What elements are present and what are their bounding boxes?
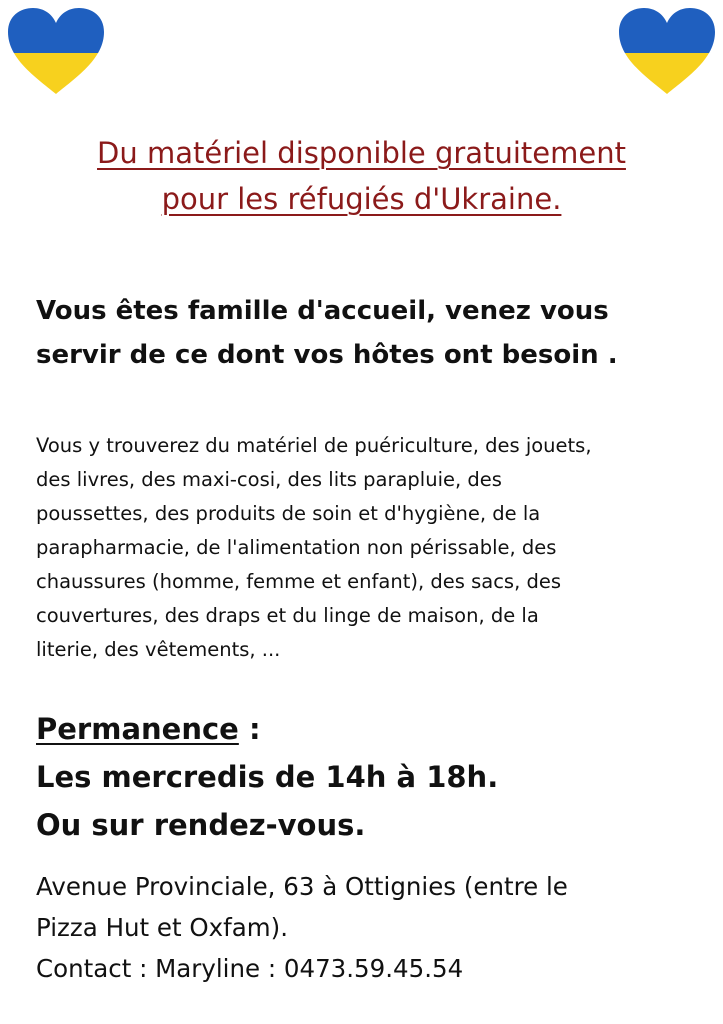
- ukraine-heart-icon: [6, 6, 106, 96]
- ukraine-heart-icon: [617, 6, 717, 96]
- page-title: [0, 130, 723, 222]
- details-line: Vous y trouverez du matériel de puériculture, des jouets,: [36, 434, 592, 457]
- details-line: couvertures, des draps et du linge de maison, de la: [36, 604, 539, 627]
- details-line: chaussures (homme, femme et enfant), des sacs, des: [36, 570, 562, 593]
- address-line-2: Pizza Hut et Oxfam).: [36, 913, 289, 942]
- intro-text: [36, 289, 696, 377]
- permanence-schedule: Les mercredis de 14h à 18h.: [36, 760, 499, 794]
- title-line-2: pour les réfugiés d'Ukraine.: [161, 182, 562, 216]
- intro-line-1: Vous êtes famille d'accueil, venez vous: [36, 296, 609, 326]
- title-line-1: Du matériel disponible gratuitement: [97, 136, 626, 170]
- permanence-colon: :: [238, 712, 261, 746]
- permanence-label: Permanence: [36, 712, 239, 746]
- details-line: parapharmacie, de l'alimentation non périssable, des: [36, 536, 557, 559]
- details-line: des livres, des maxi-cosi, des lits parapluie, des: [36, 468, 502, 491]
- details-line: literie, des vêtements, ...: [36, 638, 281, 661]
- details-line: poussettes, des produits de soin et d'hygiène, de la: [36, 502, 541, 525]
- address-block: [36, 866, 696, 989]
- details-paragraph: [36, 429, 696, 667]
- permanence-appointment: Ou sur rendez-vous.: [36, 808, 366, 842]
- contact-line: Contact : Maryline : 0473.59.45.54: [36, 954, 464, 983]
- permanence-block: [36, 705, 696, 849]
- intro-line-2: servir de ce dont vos hôtes ont besoin .: [36, 340, 618, 370]
- address-line-1: Avenue Provinciale, 63 à Ottignies (entre le: [36, 872, 568, 901]
